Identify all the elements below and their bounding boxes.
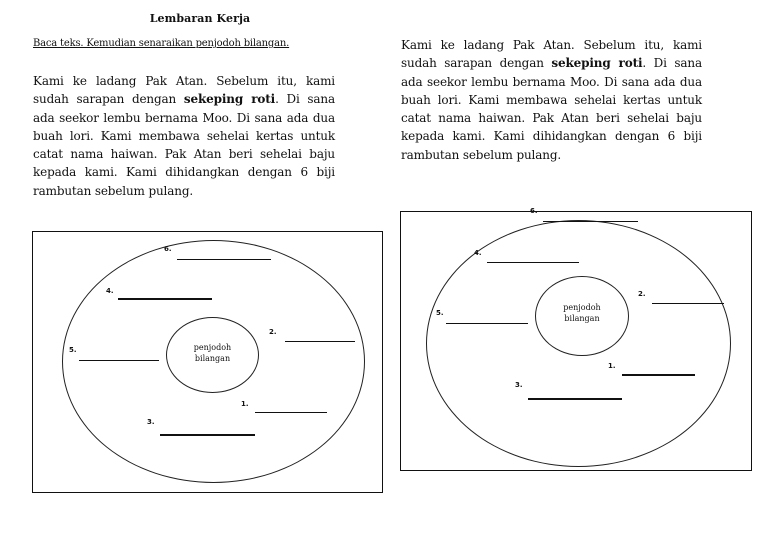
answer-line-6[interactable]	[543, 221, 638, 222]
answer-line-2[interactable]	[652, 303, 724, 304]
number-2: 2.	[638, 290, 646, 298]
number-1: 1.	[608, 362, 616, 370]
passage-text-start: Kami ke ladang Pak Atan. Sebelum itu, kami sudah sarapan dengan	[401, 38, 702, 71]
center-label-line1: penjodoh	[563, 303, 601, 312]
number-6: 6.	[530, 207, 538, 215]
number-4: 4.	[474, 249, 482, 257]
passage-bold-text: sekeping roti	[183, 92, 276, 107]
passage-right	[401, 36, 702, 164]
answer-line-2[interactable]	[285, 341, 355, 342]
center-label-line2: bilangan	[564, 314, 600, 323]
answer-line-6[interactable]	[177, 259, 271, 260]
diagram-box-left	[32, 231, 383, 493]
number-1: 1.	[241, 400, 249, 408]
number-5: 5.	[436, 309, 444, 317]
number-6: 6.	[164, 245, 172, 253]
answer-line-1[interactable]	[255, 412, 327, 413]
center-label	[535, 302, 629, 324]
passage-text-end: . Di sana ada seekor lembu bernama Moo. Di sana ada dua buah lori. Kami membawa sehelai kertas untuk catat nama haiwan. Pak Atan beri sehelai baju kepada kami. Kami dihidangkan dengan 6 biji rambutan sebelum pulang.	[33, 92, 336, 198]
answer-line-1[interactable]	[622, 374, 695, 376]
number-4: 4.	[106, 287, 114, 295]
number-2: 2.	[269, 328, 277, 336]
center-label	[166, 342, 259, 364]
answer-line-3[interactable]	[160, 434, 255, 436]
answer-line-3[interactable]	[528, 398, 622, 400]
passage-bold-text: sekeping roti	[551, 56, 643, 71]
number-3: 3.	[515, 381, 523, 389]
answer-line-5[interactable]	[446, 323, 528, 324]
answer-line-4[interactable]	[487, 262, 579, 263]
passage-text-start: Kami ke ladang Pak Atan. Sebelum itu, kami sudah sarapan dengan	[33, 74, 335, 107]
answer-line-5[interactable]	[79, 360, 159, 361]
number-3: 3.	[147, 418, 155, 426]
passage-text-end: . Di sana ada seekor lembu bernama Moo. Di sana ada dua buah lori. Kami membawa sehelai kertas untuk catat nama haiwan. Pak Atan beri sehelai baju kepada kami. Kami dihidangkan dengan 6 biji rambutan sebelum pulang.	[401, 56, 703, 162]
worksheet-instruction: Baca teks. Kemudian senaraikan penjodoh bilangan.	[33, 38, 290, 49]
center-label-line2: bilangan	[194, 354, 231, 363]
answer-line-4[interactable]	[118, 298, 212, 300]
diagram-box-right	[400, 207, 752, 471]
center-label-line1: penjodoh	[193, 343, 232, 352]
worksheet-title: Lembaran Kerja	[149, 12, 251, 25]
passage-left	[33, 72, 335, 200]
number-5: 5.	[69, 346, 77, 354]
